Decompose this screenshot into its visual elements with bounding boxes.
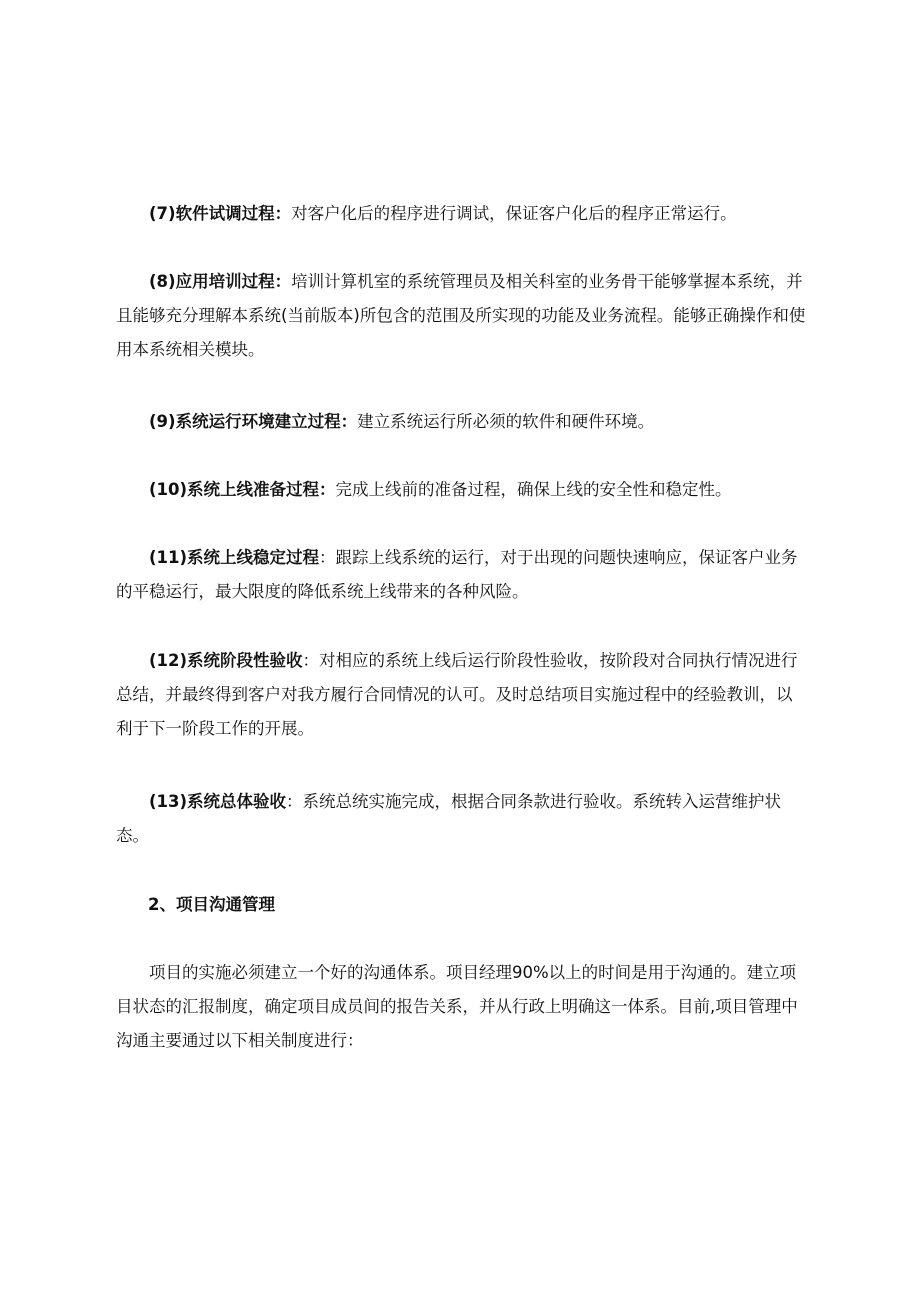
item-7-paragraph — [116, 197, 808, 231]
item-13-label: (13)系统总体验收 — [149, 792, 287, 811]
item-9-text: 建立系统运行所必须的软件和硬件环境。 — [357, 412, 655, 431]
item-11-text: ：跟踪上线系统的运行，对于出现的问题快速响应，保证客户业务的平稳运行，最大限度的降低系统上线带来的各种风险。 — [116, 548, 798, 601]
item-13-text: ：系统总统实施完成，根据合同条款进行验收。系统转入运营维护状态。 — [116, 792, 782, 845]
section-paragraph: 项目的实施必须建立一个好的沟通体系。项目经理90%以上的时间是用于沟通的。建立项目状态的汇报制度，确定项目成员间的报告关系，并从行政上明确这一体系。目前,项目管理中沟通主要通过以下相关制度进行： — [116, 963, 798, 1050]
item-13-paragraph — [116, 785, 808, 853]
item-10-label: (10)系统上线准备过程： — [149, 480, 336, 499]
item-8-label: (8)应用培训过程： — [149, 272, 292, 291]
item-9-label: (9)系统运行环境建立过程： — [149, 412, 358, 431]
item-11-label: (11)系统上线稳定过程 — [149, 548, 320, 567]
item-12-paragraph — [116, 644, 808, 746]
item-8-paragraph — [116, 265, 808, 367]
item-7-label: (7)软件试调过程： — [149, 204, 292, 223]
item-12-label: (12)系统阶段性验收 — [149, 651, 303, 670]
item-9-paragraph — [116, 405, 808, 439]
item-10-text: 完成上线前的准备过程，确保上线的安全性和稳定性。 — [335, 480, 732, 499]
item-12-text: ：对相应的系统上线后运行阶段性验收，按阶段对合同执行情况进行总结，并最终得到客户对我方履行合同情况的认可。及时总结项目实施过程中的经验教训，以利于下一阶段工作的开展。 — [116, 651, 798, 738]
item-11-paragraph — [116, 541, 808, 609]
item-10-paragraph — [116, 473, 808, 507]
section-heading: 2、项目沟通管理 — [148, 895, 275, 914]
item-8-text: 培训计算机室的系统管理员及相关科室的业务骨干能够掌握本系统，并且能够充分理解本系统(当前版本)所包含的范围及所实现的功能及业务流程。能够正确操作和使用本系统相关模块。 — [116, 272, 806, 359]
item-7-text: 对客户化后的程序进行调试，保证客户化后的程序正常运行。 — [291, 204, 737, 223]
